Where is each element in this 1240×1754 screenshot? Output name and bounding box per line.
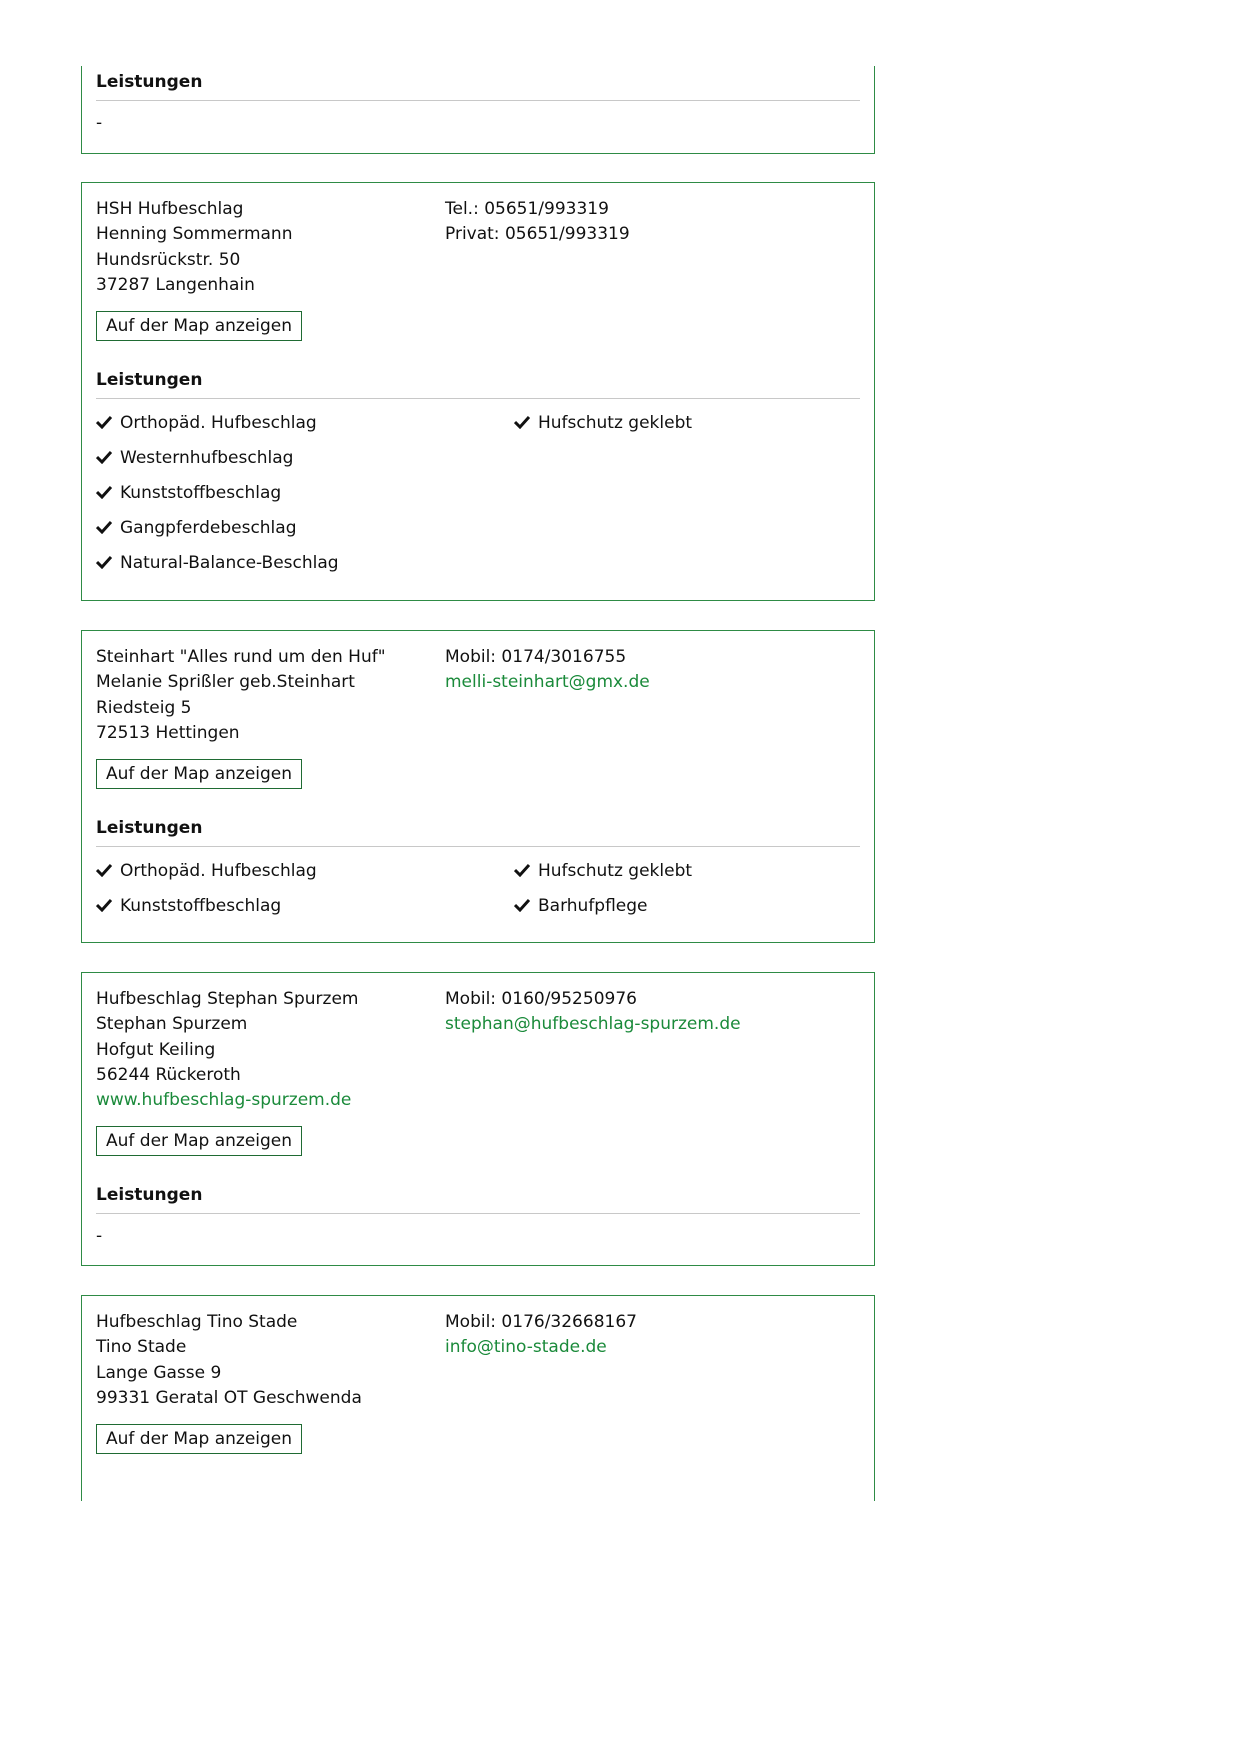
entry-card [81,630,875,943]
service-item [514,859,860,894]
check-icon [96,485,112,499]
entry-card [81,182,875,601]
website-link[interactable]: www.hufbeschlag-spurzem.de [96,1090,352,1111]
email-link[interactable]: info@tino-stade.de [445,1337,607,1358]
city: 37287 Langenhain [96,274,255,295]
services-heading: Leistungen [96,1185,860,1214]
service-item [514,411,860,446]
street: Hundsrückstr. 50 [96,249,241,270]
check-icon [96,555,112,569]
check-icon [514,863,530,877]
check-icon [96,415,112,429]
service-label: Barhufpflege [538,896,648,917]
service-label: Kunststoffbeschlag [120,483,282,504]
check-icon [514,415,530,429]
contact-person: Stephan Spurzem [96,1014,248,1035]
service-label: Hufschutz geklebt [538,413,693,434]
contact-person: Tino Stade [96,1337,187,1358]
check-icon [514,898,530,912]
business-name: HSH Hufbeschlag [96,199,244,219]
show-on-map-button[interactable]: Auf der Map anzeigen [96,1424,302,1454]
service-item [96,551,514,586]
street: Lange Gasse 9 [96,1362,222,1383]
services-heading: Leistungen [96,818,860,847]
contact-person: Melanie Sprißler geb.Steinhart [96,672,355,693]
business-name: Hufbeschlag Tino Stade [96,1312,298,1332]
business-name: Hufbeschlag Stephan Spurzem [96,989,359,1009]
phone-private: Privat: 05651/993319 [445,224,630,245]
check-icon [96,520,112,534]
street: Riedsteig 5 [96,697,192,718]
mobile: Mobil: 0174/3016755 [445,647,627,667]
service-item [96,516,514,551]
check-icon [96,863,112,877]
service-item [96,411,514,446]
entry-card [81,972,875,1266]
service-item [96,859,514,894]
phone: Tel.: 05651/993319 [445,199,609,219]
show-on-map-button[interactable]: Auf der Map anzeigen [96,759,302,789]
service-label: Orthopäd. Hufbeschlag [120,861,317,882]
entry-card [81,1295,875,1501]
check-icon [96,898,112,912]
service-label: Kunststoffbeschlag [120,896,282,917]
email-link[interactable]: melli-steinhart@gmx.de [445,672,650,693]
services-list [96,411,860,598]
service-item [96,894,514,929]
service-label: Orthopäd. Hufbeschlag [120,413,317,434]
street: Hofgut Keiling [96,1039,216,1060]
show-on-map-button[interactable]: Auf der Map anzeigen [96,1126,302,1156]
service-label: Hufschutz geklebt [538,861,693,882]
show-on-map-button[interactable]: Auf der Map anzeigen [96,311,302,341]
city: 99331 Geratal OT Geschwenda [96,1387,362,1408]
city: 72513 Hettingen [96,722,240,743]
business-name: Steinhart "Alles rund um den Huf" [96,647,386,667]
services-heading: Leistungen [96,72,860,101]
services-empty: - [96,113,103,133]
service-item [96,481,514,516]
service-label: Gangpferdebeschlag [120,518,297,539]
contact-person: Henning Sommermann [96,224,293,245]
services-empty: - [96,1226,103,1247]
service-label: Westernhufbeschlag [120,448,294,469]
services-list [96,859,860,941]
city: 56244 Rückeroth [96,1064,241,1085]
service-label: Natural-Balance-Beschlag [120,553,339,574]
mobile: Mobil: 0160/95250976 [445,989,637,1009]
email-link[interactable]: stephan@hufbeschlag-spurzem.de [445,1014,741,1035]
entry-card [81,66,875,154]
service-item [96,446,514,481]
services-heading: Leistungen [96,370,860,399]
service-item [514,894,860,929]
check-icon [96,450,112,464]
mobile: Mobil: 0176/32668167 [445,1312,637,1332]
